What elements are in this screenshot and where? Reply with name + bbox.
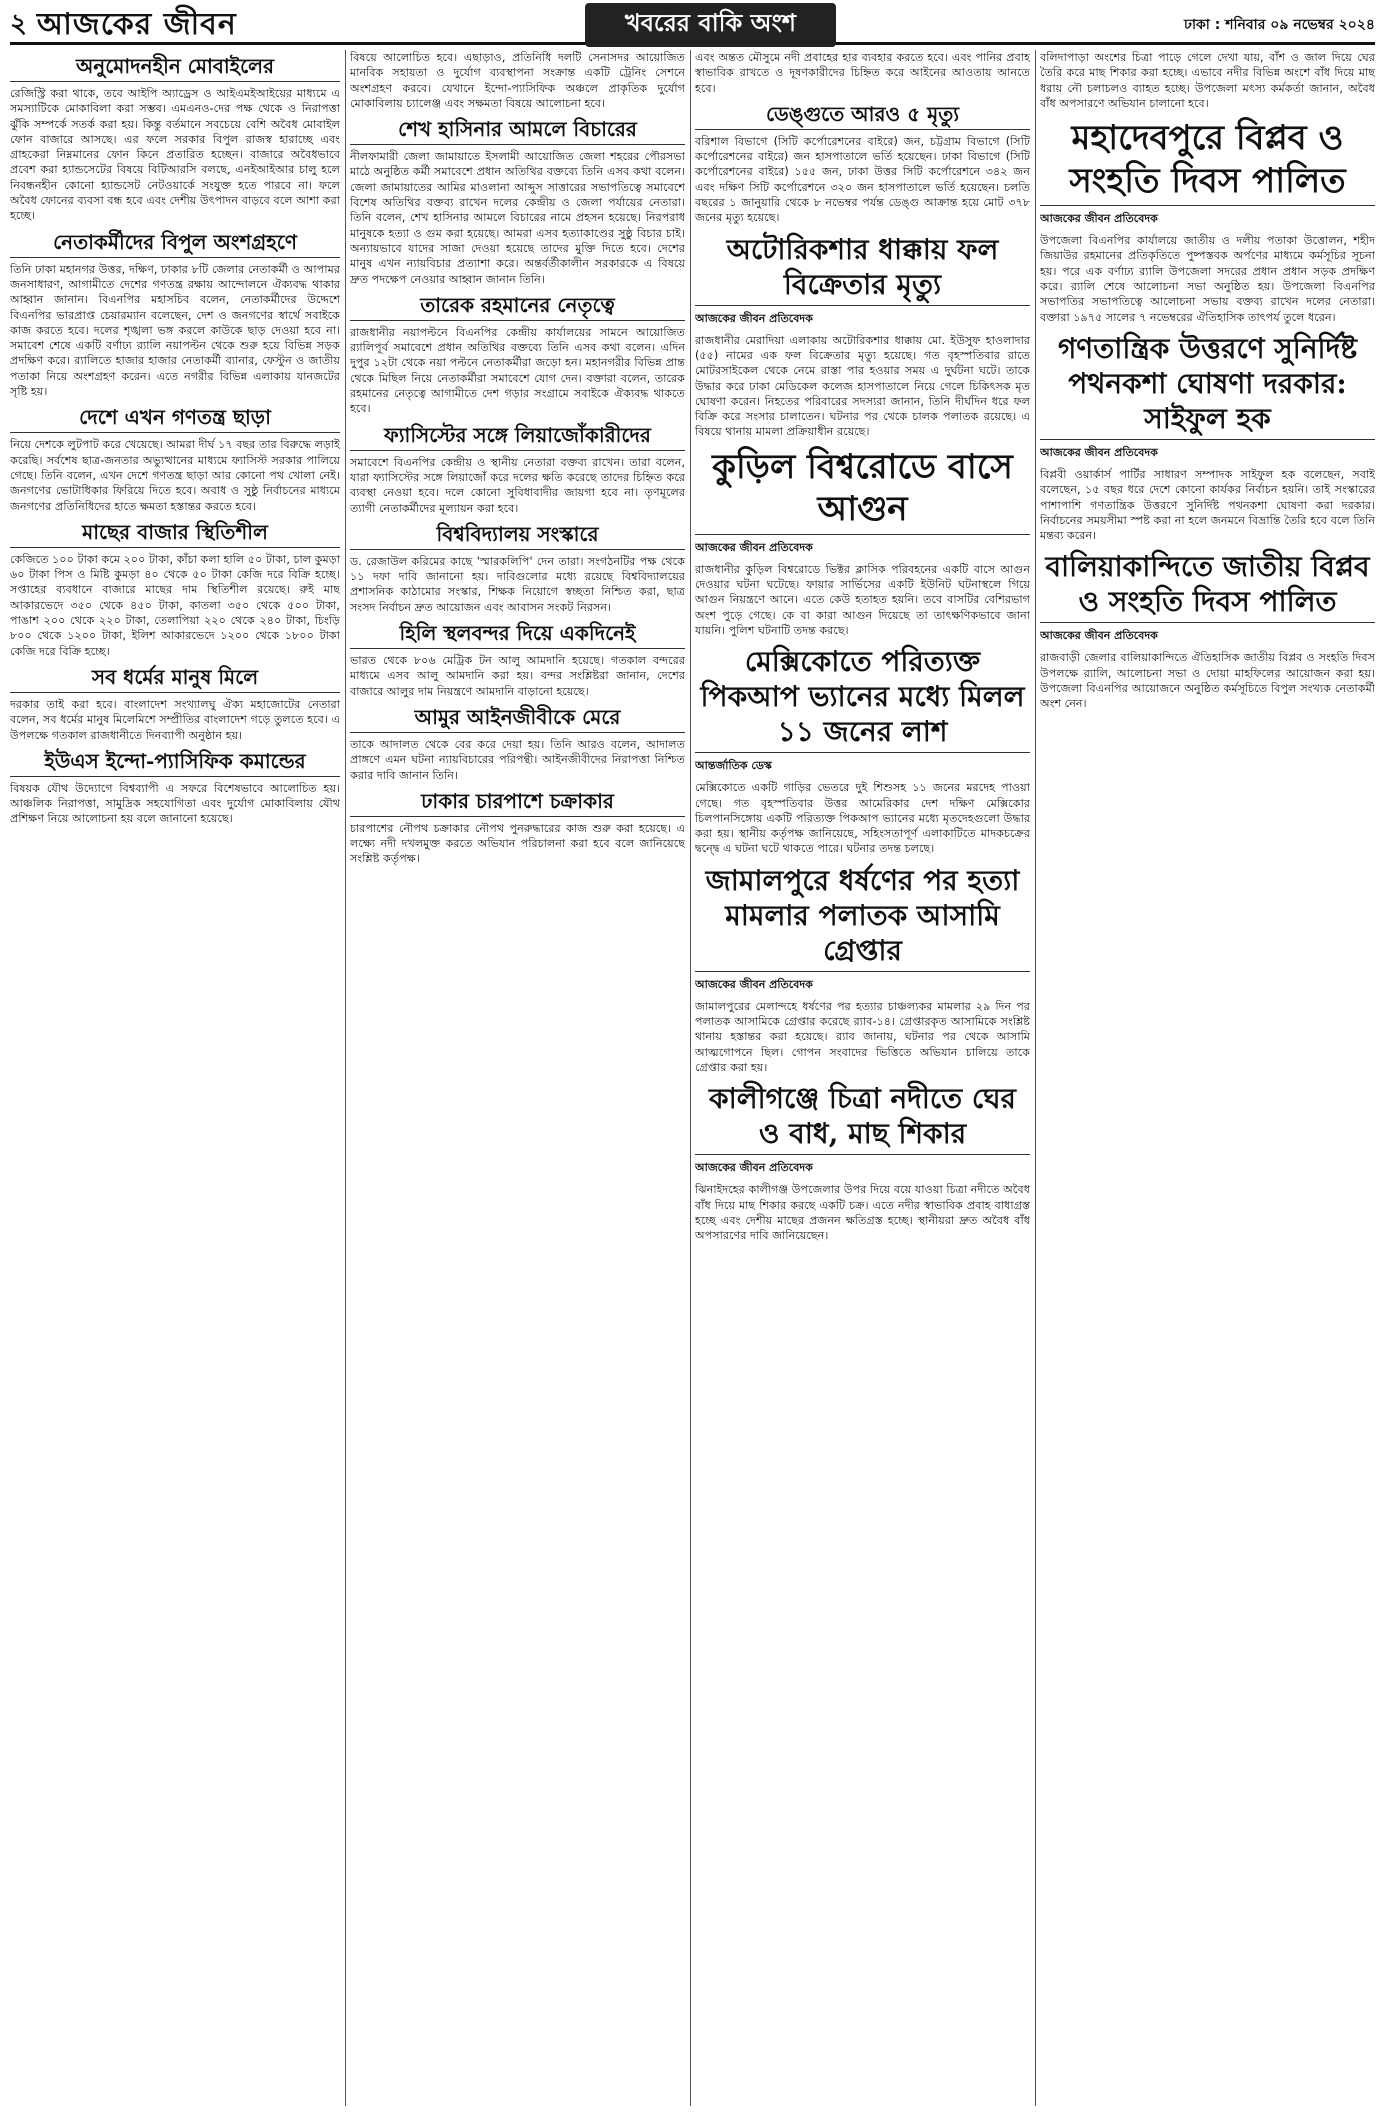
story-headline: মহাদেবপুরে বিপ্লব ও সংহতি দিবস পালিত bbox=[1040, 117, 1375, 206]
story-headline: কালীগঞ্জে চিত্রা নদীতে ঘের ও বাধ, মাছ শিকার bbox=[695, 1081, 1030, 1155]
news-story bbox=[10, 665, 340, 743]
news-story bbox=[350, 705, 685, 783]
news-story bbox=[1040, 117, 1375, 325]
story-byline: আন্তর্জাতিক ডেস্ক bbox=[695, 759, 772, 773]
news-story bbox=[695, 446, 1030, 638]
column-4 bbox=[1040, 50, 1375, 2106]
story-body: সমাবেশে বিএনপির কেন্দ্রীয় ও স্থানীয় নেতারা বক্তব্য রাখেন। তারা বলেন, যারা ফ্যাসিস্টের সঙ্গে লিয়াজোঁ করে দলের ক্ষতি করেছে তাদের চিহ্নিত করে ব্যবস্থা নেওয়া হবে। দলে কোনো সুবিধাবাদীর জায়গা হবে না। তৃণমূলের ত্যাগী নেতাকর্মীদের মূল্যায়ন করা হবে। bbox=[350, 455, 685, 515]
news-story bbox=[350, 789, 685, 867]
story-body: ভারত থেকে ৮০৬ মেট্রিক টন আলু আমদানি হয়েছে। গতকাল বন্দরের মাধ্যমে এসব আলু আমদানি করা হয়। বন্দর সংশ্লিষ্টরা জানান, দেশের বাজারে আলুর দাম নিয়ন্ত্রণে আমদানি বাড়ানো হয়েছে। bbox=[350, 654, 685, 698]
news-story bbox=[350, 522, 685, 615]
news-story bbox=[1040, 549, 1375, 711]
story-body: রাজধানীর নয়াপল্টনে বিএনপির কেন্দ্রীয় কার্যালয়ের সামনে আয়োজিত র‍্যালিপূর্ব সমাবেশে প্রধান অতিথির বক্তব্যে তিনি এসব কথা বলেন। এদিন দুপুর ১২টা থেকে নয়া পল্টনে নেতাকর্মীরা জড়ো হন। মহানগরীর বিভিন্ন প্রান্ত থেকে মিছিল নিয়ে নেতাকর্মীরা সমাবেশে যোগ দেন। বক্তারা বলেন, তারেক রহমানের নেতৃত্বে আগামীতে দেশ গড়ার সংগ্রামে সবাইকে ঐক্যবদ্ধ থাকতে হবে। bbox=[350, 325, 685, 416]
story-body: জামালপুরের মেলান্দহে ধর্ষণের পর হত্যার চাঞ্চল্যকর মামলার ২৯ দিন পর পলাতক আসামিকে গ্রেপ্তার করেছে র‍্যাব-১৪। গ্রেপ্তারকৃত আসামিকে সংশ্লিষ্ট থানায় হস্তান্তর করা হয়েছে। র‍্যাব জানায়, ঘটনার পর থেকে আসামি আত্মগোপনে ছিল। গোপন সংবাদের ভিত্তিতে অভিযান চালিয়ে তাকে গ্রেপ্তার করা হয়। bbox=[695, 999, 1030, 1074]
story-body: তিনি ঢাকা মহানগর উত্তর, দক্ষিণ, ঢাকার ৮টি জেলার নেতাকর্মী ও আপামর জনসাধারণ, আগামীতে দেশের গণতন্ত্র রক্ষায় আন্দোলনে ঐক্যবদ্ধ থাকার আহ্বান জানান। বিএনপির মহাসচিব বলেন, নেতাকর্মীদের উদ্দেশে বিএনপির ভারপ্রাপ্ত চেয়ারম্যান বলেছেন, দেশ ও জনগণের স্বার্থে সবাইকে কাজ করতে হবে। দলের শৃঙ্খলা ভঙ্গ করলে কাউকে ছাড় দেওয়া হবে না। সমাবেশ শেষে একটি বর্ণাঢ্য র‍্যালি নয়াপল্টন থেকে শুরু হয়ে বিভিন্ন সড়ক প্রদক্ষিণ করে। র‍্যালিতে হাজার হাজার নেতাকর্মী ব্যানার, ফেস্টুন ও জাতীয় পতাকা নিয়ে অংশগ্রহণ করেন। এতে নগরীর বিভিন্ন এলাকায় যানজটের সৃষ্টি হয়। bbox=[10, 262, 340, 399]
story-headline: বালিয়াকান্দিতে জাতীয় বিপ্লব ও সংহতি দিবস পালিত bbox=[1040, 549, 1375, 623]
story-body: তাকে আদালত থেকে বের করে দেয়া হয়। তিনি আরও বলেন, আদালত প্রাঙ্গণে এমন ঘটনা ন্যায়বিচারের পরিপন্থী। আইনজীবীদের নিরাপত্তা নিশ্চিত করার দাবি জানান তিনি। bbox=[350, 737, 685, 782]
story-headline: কুড়িল বিশ্বরোডে বাসে আগুন bbox=[695, 446, 1030, 535]
story-body: রেজিস্ট্রি করা থাকে, তবে আইপি অ্যাড্রেস ও আইএমইআইয়ের মাধ্যমে এ সমস্যাটিকে মোকাবিলা করা সম্ভব। এমএনও-দের পক্ষ থেকে ও নিরাপত্তা ঝুঁকি সম্পর্কে সতর্ক করা হয়। কিন্তু বর্তমানে সবচেয়ে বেশি অবৈধ মোবাইল ফোন বাজারে আসছে। এর ফলে সরকার বিপুল রাজস্ব হারাচ্ছে এবং গ্রাহকেরা নিম্নমানের ফোন কিনে প্রতারিত হচ্ছেন। বাজারে অবৈধভাবে প্রবেশ করা হ্যান্ডসেটের বিষয়ে বিটিআরসি বলছে, এনইআইআর চালু হলে নিবন্ধনহীন কোনো হ্যান্ডসেট নেটওয়ার্কে সংযুক্ত হতে পারবে না। ফলে অবৈধ ফোনের ব্যবসা বন্ধ হবে এবং দেশীয় উৎপাদন বাড়বে বলে আশা করা হচ্ছে। bbox=[10, 87, 340, 223]
story-body: এবং অন্তত মৌসুমে নদী প্রবাহের হার ব্যবহার করতে হবে। এবং পানির প্রবাহ স্বাভাবিক রাখতে ও দূষণকারীদের চিহ্নিত করে আইনের আওতায় আনতে হবে। bbox=[695, 51, 1030, 95]
story-body: বিপ্লবী ওয়ার্কার্স পার্টির সাধারণ সম্পাদক সাইফুল হক বলেছেন, সবাই বলেছেন, ১৫ বছর ধরে দেশে কোনো কার্যকর নির্বাচন হয়নি। তাই সংস্কারের পাশাপাশি গণতান্ত্রিক উত্তরণে সুনির্দিষ্ট পথনকশা ঘোষণা করা দরকার। নির্বাচনের সময়সীমা স্পষ্ট করা না হলে জনমনে বিভ্রান্তি তৈরি হবে বলে তিনি মন্তব্য করেন। bbox=[1040, 467, 1375, 543]
news-story bbox=[695, 50, 1030, 96]
story-body: কেজিতে ১০০ টাকা কমে ২০০ টাকা, কাঁচা কলা হালি ৫০ টাকা, চাল কুমড়া ৬০ টাকা পিস ও মিষ্টি কুমড়া ৪০ থেকে ৫০ টাকা কেজি দরে বিক্রি হচ্ছে। সপ্তাহের ব্যবধানে বাজারে মাছের দাম স্থিতিশীল রয়েছে। রুই মাছ আকারভেদে ৩৫০ থেকে ৪৫০ টাকা, কাতলা ৩৫০ থেকে ৫০০ টাকা, পাঙাশ ২০০ থেকে ২২০ টাকা, তেলাপিয়া ২২০ থেকে ২৪০ টাকা, চিংড়ি ৮০০ থেকে ১২০০ টাকা, ইলিশ আকারভেদে ১২০০ থেকে ১৮০০ টাকা কেজি দরে বিক্রি হচ্ছে। bbox=[10, 552, 340, 658]
news-story bbox=[350, 50, 685, 111]
story-body: বিষয়ে আলোচিত হবে। এছাড়াও, প্রতিনিধি দলটি সেনাসদর আয়োজিত মানবিক সহায়তা ও দুর্যোগ ব্যবস্থাপনা সংক্রান্ত একটি ট্রেনিং সেশনে অংশগ্রহণ করবে। যেখানে ইন্দো-প্যাসিফিক অঞ্চলে প্রাকৃতিক দুর্যোগ মোকাবিলায় চ্যালেঞ্জ এবং সক্ষমতা বিষয়ে আলোচনা হবে। bbox=[350, 51, 685, 110]
story-body: বিষয়ক যৌথ উদ্যোগে বিশ্বব্যাপী এ সফরে বিশেষভাবে আলোচিত হয়। আঞ্চলিক নিরাপত্তা, সামুদ্রিক সহযোগিতা এবং দুর্যোগ মোকাবিলায় যৌথ প্রশিক্ষণ নিয়ে আলোচনা হয় বলে জানানো হয়েছে। bbox=[10, 781, 340, 826]
news-story bbox=[10, 749, 340, 827]
news-story bbox=[10, 54, 340, 224]
page-number: ২ bbox=[10, 9, 27, 39]
masthead bbox=[10, 8, 1375, 45]
story-headline: শেখ হাসিনার আমলে বিচারের bbox=[350, 117, 685, 145]
column-3 bbox=[695, 50, 1030, 2106]
story-headline: তারেক রহমানের নেতৃত্বে bbox=[350, 293, 685, 321]
story-headline: মাছের বাজার স্থিতিশীল bbox=[10, 520, 340, 548]
story-body: রাজবাড়ী জেলার বালিয়াকান্দিতে ঐতিহাসিক জাতীয় বিপ্লব ও সংহতি দিবস উপলক্ষে র‍্যালি, আলোচনা সভা ও দোয়া মাহফিলের আয়োজন করা হয়। উপজেলা বিএনপির আয়োজনে অনুষ্ঠিত কর্মসূচিতে বিপুল সংখ্যক নেতাকর্মী অংশ নেন। bbox=[1040, 651, 1375, 711]
news-story bbox=[695, 644, 1030, 856]
story-body: চারপাশের নৌপথ চক্রাকার নৌপথ পুনরুদ্ধারের কাজ শুরু করা হয়েছে। এ লক্ষ্যে নদী দখলমুক্ত করতে অভিযান পরিচালনা করা হবে বলে জানিয়েছে সংশ্লিষ্ট কর্তৃপক্ষ। bbox=[350, 821, 685, 866]
news-story bbox=[350, 293, 685, 417]
story-byline: আজকের জীবন প্রতিবেদক bbox=[1040, 629, 1158, 643]
column-1 bbox=[10, 50, 340, 2106]
story-body: ঝিনাইদহের কালীগঞ্জ উপজেলার উপর দিয়ে বয়ে যাওয়া চিত্রা নদীতে অবৈধ বাঁধ দিয়ে মাছ শিকার করছে একটি চক্র। এতে নদীর স্বাভাবিক প্রবাহ বাধাগ্রস্ত হচ্ছে এবং দেশীয় মাছের প্রজনন ক্ষতিগ্রস্ত হচ্ছে। স্থানীয়রা দ্রুত অবৈধ বাঁধ অপসারণের দাবি জানিয়েছেন। bbox=[695, 1183, 1030, 1243]
news-story bbox=[350, 423, 685, 516]
story-body: নিয়ে দেশকে লুটপাট করে খেয়েছে। আমরা দীর্ঘ ১৭ বছর তার বিরুদ্ধে লড়াই করেছি। সর্বশেষ ছাত্র-জনতার অভ্যুত্থানের মাধ্যমে ফ্যাসিস্ট সরকার পালিয়ে গেছে। তিনি বলেন, এখন দেশে গণতন্ত্র ছাড়া আর কোনো পথ খোলা নেই। জনগণের ভোটাধিকার ফিরিয়ে দিতে হবে। অবাধ ও সুষ্ঠু নির্বাচনের মাধ্যমে জনগণের প্রতিনিধিদের হাতে ক্ষমতা হস্তান্তর করতে হবে। bbox=[10, 438, 340, 513]
news-story bbox=[695, 1081, 1030, 1243]
story-headline: ইউএস ইন্দো-প্যাসিফিক কমান্ডের bbox=[10, 749, 340, 777]
story-headline: সব ধর্মের মানুষ মিলে bbox=[10, 665, 340, 693]
story-headline: অটোরিকশার ধাক্কায় ফল বিক্রেতার মৃত্যু bbox=[695, 232, 1030, 306]
story-byline: আজকের জীবন প্রতিবেদক bbox=[695, 977, 813, 991]
column-rule bbox=[345, 50, 346, 2106]
news-story bbox=[695, 102, 1030, 226]
section-title: খবরের বাকি অংশ bbox=[585, 3, 836, 47]
story-headline: মেক্সিকোতে পরিত্যক্ত পিকআপ ভ্যানের মধ্যে মিলল ১১ জনের লাশ bbox=[695, 644, 1030, 753]
news-story bbox=[695, 232, 1030, 440]
story-body: মেক্সিকোতে একটি গাড়ির ভেতরে দুই শিশুসহ ১১ জনের মরদেহ পাওয়া গেছে। গত বৃহস্পতিবার উত্তর আমেরিকার দেশ দক্ষিণ মেক্সিকোর চিলপানসিঙ্গোয় একটি পরিত্যক্ত পিকআপ ভ্যানের মধ্যে মৃতদেহগুলো উদ্ধার করা হয়। স্থানীয় কর্তৃপক্ষ জানিয়েছে, সহিংসতাপূর্ণ এলাকাটিতে মাদকচক্রের দ্বন্দ্বে এ ঘটনা ঘটে থাকতে পারে। ঘটনার তদন্ত চলছে। bbox=[695, 781, 1030, 856]
story-headline: হিলি স্থলবন্দর দিয়ে একদিনেই bbox=[350, 621, 685, 649]
column-2 bbox=[350, 50, 685, 2106]
story-body: ড. রেজাউল করিমের কাছে 'স্মারকলিপি' দেন তারা। সংগঠনটির পক্ষ থেকে ১১ দফা দাবি জানানো হয়। দাবিগুলোর মধ্যে রয়েছে বিশ্ববিদ্যালয়ের প্রশাসনিক কাঠামোর সংস্কার, শিক্ষক নিয়োগে স্বচ্ছতা নিশ্চিত করা, ছাত্র সংসদ নির্বাচন দ্রুত আয়োজন এবং আবাসন সংকট নিরসন। bbox=[350, 554, 685, 614]
story-body: উপজেলা বিএনপির কার্যালয়ে জাতীয় ও দলীয় পতাকা উত্তোলন, শহীদ জিয়াউর রহমানের প্রতিকৃতিতে পুষ্পস্তবক অর্পণের মাধ্যমে কর্মসূচির সূচনা হয়। পরে এক বর্ণাঢ্য র‍্যালি উপজেলা সদরের প্রধান প্রধান সড়ক প্রদক্ষিণ করে। র‍্যালি শেষে আলোচনা সভা অনুষ্ঠিত হয়। উপজেলা বিএনপির সভাপতির সভাপতিত্বে আলোচনা সভায় বক্তব্য রাখেন দলের নেতারা। বক্তারা ১৯৭৫ সালের ৭ নভেম্বরের ঐতিহাসিক তাৎপর্য তুলে ধরেন। bbox=[1040, 234, 1375, 324]
story-byline: আজকের জীবন প্রতিবেদক bbox=[695, 311, 813, 325]
story-headline: গণতান্ত্রিক উত্তরণে সুনির্দিষ্ট পথনকশা ঘোষণা দরকার: সাইফুল হক bbox=[1040, 331, 1375, 440]
news-story bbox=[350, 621, 685, 699]
story-headline: বিশ্ববিদ্যালয় সংস্কারে bbox=[350, 522, 685, 550]
story-headline: ফ্যাসিস্টের সঙ্গে লিয়াজোঁকারীদের bbox=[350, 423, 685, 451]
news-story bbox=[10, 230, 340, 400]
column-rule bbox=[690, 50, 691, 2106]
column-rule bbox=[1035, 50, 1036, 2106]
story-headline: আমুর আইনজীবীকে মেরে bbox=[350, 705, 685, 733]
story-headline: অনুমোদনহীন মোবাইলের bbox=[10, 54, 340, 82]
story-body: বলিদাপাড়া অংশের চিত্রা পাড়ে গেলে দেখা যায়, বাঁশ ও জাল দিয়ে ঘের তৈরি করে মাছ শিকার করা হচ্ছে। এভাবে নদীর বিভিন্ন অংশে বাঁধ দিয়ে মাছ ধরায় নৌ চলাচলও ব্যাহত হচ্ছে। উপজেলা মৎস্য কর্মকর্তা জানান, অবৈধ বাঁধ অপসারণে অভিযান চালানো হবে। bbox=[1040, 51, 1375, 110]
paper-logo bbox=[37, 0, 237, 51]
story-headline: জামালপুরে ধর্ষণের পর হত্যা মামলার পলাতক আসামি গ্রেপ্তার bbox=[695, 863, 1030, 972]
paper-name: আজকের জীবন bbox=[36, 6, 237, 42]
story-byline: আজকের জীবন প্রতিবেদক bbox=[695, 540, 813, 554]
news-story bbox=[695, 863, 1030, 1075]
story-body: নীলফামারী জেলা জামায়াতে ইসলামী আয়োজিত জেলা শহরের পৌরসভা মাঠে অনুষ্ঠিত কর্মী সমাবেশে প্রধান অতিথির বক্তব্যে তিনি এসব কথা বলেন। জেলা জামায়াতের আমির মাওলানা আব্দুস সাত্তারের সভাপতিত্বে সমাবেশে বিশেষ অতিথির বক্তব্য রাখেন দলের কেন্দ্রীয় ও জেলা পর্যায়ের নেতারা। তিনি বলেন, শেখ হাসিনার আমলে বিচারের নামে প্রহসন হয়েছে। নিরপরাধ মানুষকে হত্যা ও গুম করা হয়েছে। আমরা এসব হত্যাকাণ্ডের সুষ্ঠু বিচার চাই। অন্যায়ভাবে যাদের সাজা দেওয়া হয়েছে তাদের মুক্তি দিতে হবে। দেশের মানুষ এখন ন্যায়বিচার প্রত্যাশা করে। অন্তর্বর্তীকালীন সরকারকে এ বিষয়ে দ্রুত পদক্ষেপ নেওয়ার আহ্বান জানান তিনি। bbox=[350, 150, 685, 286]
story-headline: ঢাকার চারপাশে চক্রাকার bbox=[350, 789, 685, 817]
news-story bbox=[350, 117, 685, 287]
story-headline: দেশে এখন গণতন্ত্র ছাড়া bbox=[10, 405, 340, 433]
story-body: রাজধানীর কুড়িল বিশ্বরোডে ভিক্টর ক্লাসিক পরিবহনের একটি বাসে আগুন দেওয়ার ঘটনা ঘটেছে। ফায়ার সার্ভিসের একটি ইউনিট ঘটনাস্থলে গিয়ে আগুন নিয়ন্ত্রণে আনে। এতে কেউ হতাহত হয়নি। তবে বাসটির বেশিরভাগ অংশ পুড়ে গেছে। কে বা কারা আগুন দিয়েছে তা তাৎক্ষণিকভাবে জানা যায়নি। পুলিশ ঘটনাটি তদন্ত করছে। bbox=[695, 562, 1030, 637]
story-body: বরিশাল বিভাগে (সিটি কর্পোরেশনের বাইরে) জন, চট্টগ্রাম বিভাগে (সিটি কর্পোরেশনের বাইরে) জন হাসপাতালে ভর্তি হয়েছেন। ঢাকা বিভাগে (সিটি কর্পোরেশনের বাইরে) ১৫৫ জন, ঢাকা উত্তর সিটি কর্পোরেশনে ৩৪২ জন এবং দক্ষিণ সিটি কর্পোরেশনে ৩২০ জন হাসপাতালে ভর্তি হয়েছেন। চলতি বছরের ১ জানুয়ারি থেকে ৮ নভেম্বর পর্যন্ত ডেঙ্গু আক্রান্ত হয়ে মোট ৩৭৮ জনের মৃত্যু হয়েছে। bbox=[695, 134, 1030, 225]
story-headline: ডেঙ্গুতে আরও ৫ মৃত্যু bbox=[695, 102, 1030, 130]
story-byline: আজকের জীবন প্রতিবেদক bbox=[1040, 445, 1158, 459]
news-story bbox=[1040, 50, 1375, 111]
story-body: রাজধানীর মেরাদিয়া এলাকায় অটোরিকশার ধাক্কায় মো. ইউসুফ হাওলাদার (৫৫) নামের এক ফল বিক্রেতার মৃত্যু হয়েছে। গত বৃহস্পতিবার রাতে মোটরসাইকেল থেকে নেমে রাস্তা পার হওয়ার সময় এ দুর্ঘটনা ঘটে। তাকে উদ্ধার করে ঢাকা মেডিকেল কলেজ হাসপাতালে নিয়ে গেলে চিকিৎসক মৃত ঘোষণা করেন। নিহতের পরিবারের সদস্যরা জানান, তিনি দীর্ঘদিন ধরে ফল বিক্রি করে সংসার চালাতেন। ঘটনার পর থেকে চালক পলাতক রয়েছে। এ বিষয়ে থানায় মামলা প্রক্রিয়াধীন রয়েছে। bbox=[695, 333, 1030, 439]
news-story bbox=[1040, 331, 1375, 543]
story-byline: আজকের জীবন প্রতিবেদক bbox=[695, 1161, 813, 1175]
story-byline: আজকের জীবন প্রতিবেদক bbox=[1040, 212, 1158, 226]
story-headline: নেতাকর্মীদের বিপুল অংশগ্রহণে bbox=[10, 230, 340, 258]
story-body: দরকার তাই করা হবে। বাংলাদেশ সংখ্যালঘু ঐক্য মহাজোটের নেতারা বলেন, সব ধর্মের মানুষ মিলেমিশে সম্প্রীতির বাংলাদেশ গড়ে তুলতে হবে। এ উপলক্ষে গতকাল রাজধানীতে দিনব্যাপী অনুষ্ঠান হয়। bbox=[10, 697, 340, 742]
paper-tag bbox=[37, 0, 58, 4]
news-story bbox=[10, 405, 340, 513]
dateline: ঢাকা : শনিবার ০৯ নভেম্বর ২০২৪ bbox=[1184, 17, 1375, 33]
news-story bbox=[10, 520, 340, 659]
